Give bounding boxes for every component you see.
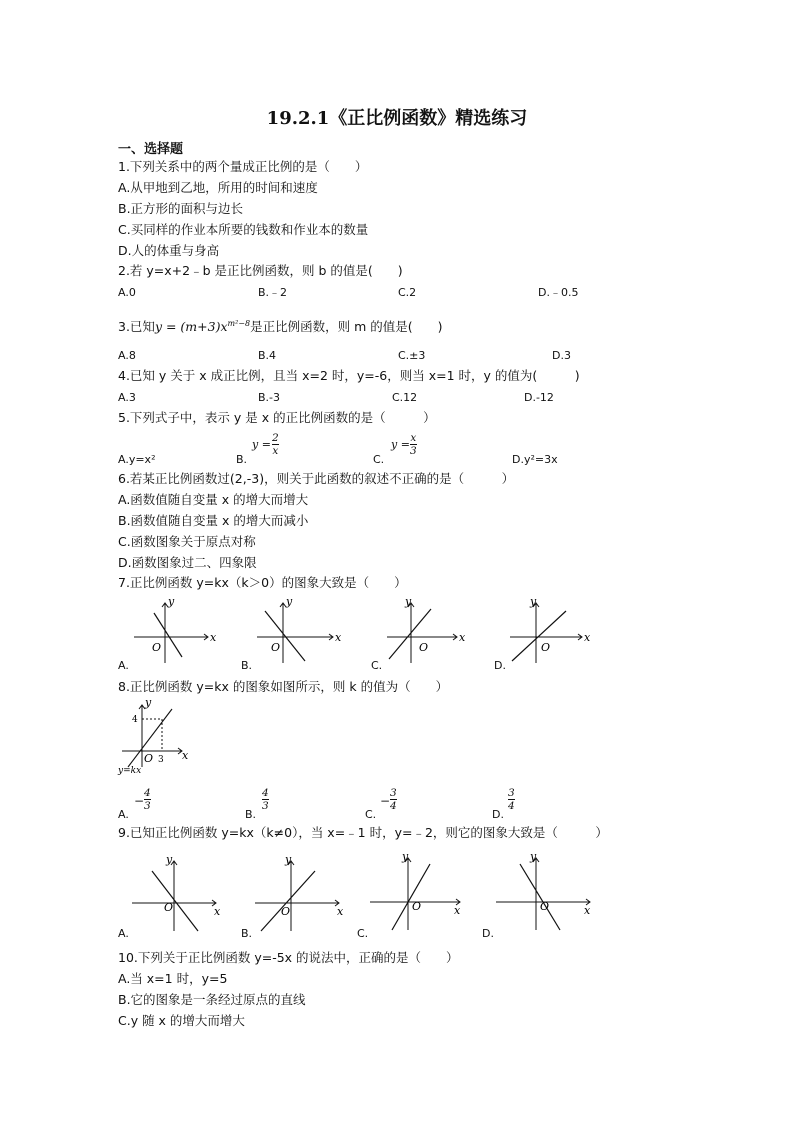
q3-option-d: D.3 xyxy=(552,349,571,362)
q8-a-fraction xyxy=(144,787,151,812)
q5-c-num: x xyxy=(410,432,417,444)
q6-option-c: C.函数图象关于原点对称 xyxy=(118,534,256,549)
y-axis-label: y xyxy=(166,853,173,866)
q8-tick-y: 4 xyxy=(132,715,138,725)
q8-a-sign: − xyxy=(134,794,145,808)
q9-graph-b xyxy=(253,853,353,933)
q5-option-d: D.y²=3x xyxy=(512,453,558,466)
q8-option-a: A. xyxy=(118,808,129,821)
q7-option-a: A. xyxy=(118,659,129,672)
y-axis-label: y xyxy=(530,595,537,608)
q8-c-fraction xyxy=(390,787,397,812)
q4-option-a: A.3 xyxy=(118,391,136,404)
q10-option-c: C.y 随 x 的增大而增大 xyxy=(118,1013,245,1028)
q8-c-den: 4 xyxy=(390,800,397,812)
q3-stem xyxy=(118,316,443,335)
q8-b-num: 4 xyxy=(262,787,269,799)
q8-d-fraction xyxy=(508,787,515,812)
q8-d-den: 4 xyxy=(508,800,515,812)
q7-graph-b xyxy=(253,597,343,667)
q3-prefix: 3.已知 xyxy=(118,319,155,335)
origin-label: O xyxy=(144,752,154,765)
q9-option-b: B. xyxy=(241,927,253,940)
q9-option-c: C. xyxy=(357,927,369,940)
q5-option-a: A.y=x² xyxy=(118,453,156,466)
q6-option-d: D.函数图象过二、四象限 xyxy=(118,555,257,570)
q5-b-lhs: y = xyxy=(252,438,271,451)
q4-option-d: D.-12 xyxy=(524,391,554,404)
q5-option-b: B. xyxy=(236,453,248,466)
q1-stem: 1.下列关系中的两个量成正比例的是（ ） xyxy=(118,159,368,174)
x-axis-label: x xyxy=(584,904,591,917)
origin-label: O xyxy=(412,900,422,913)
q9-option-a: A. xyxy=(118,927,129,940)
q5-c-lhs: y = xyxy=(391,438,410,451)
q5-c-fraction xyxy=(410,432,417,457)
q2-option-b: B.﹣2 xyxy=(258,286,288,299)
y-axis-label: y xyxy=(530,850,537,863)
q8-c-num: 3 xyxy=(390,787,397,799)
origin-label: O xyxy=(152,641,162,654)
q1-option-d: D.人的体重与身高 xyxy=(118,243,220,258)
q7-stem: 7.正比例函数 y=kx（k＞0）的图象大致是（ ） xyxy=(118,575,407,590)
q3-option-b: B.4 xyxy=(258,349,277,362)
origin-label: O xyxy=(281,905,291,918)
q6-option-a: A.函数值随自变量 x 的增大而增大 xyxy=(118,492,309,507)
q9-graph-c xyxy=(368,850,468,930)
q8-d-num: 3 xyxy=(508,787,515,799)
q10-stem: 10.下列关于正比例函数 y=-5x 的说法中，正确的是（ ） xyxy=(118,950,459,965)
x-axis-label: x xyxy=(335,631,342,644)
q7-graph-c xyxy=(383,597,473,667)
q8-option-d: D. xyxy=(492,808,504,821)
q4-option-c: C.12 xyxy=(392,391,418,404)
q10-option-a: A.当 x=1 时，y=5 xyxy=(118,971,228,986)
q8-a-den: 3 xyxy=(144,800,151,812)
origin-label: O xyxy=(540,900,550,913)
q1-option-b: B.正方形的面积与边长 xyxy=(118,201,244,216)
q8-tick-x: 3 xyxy=(158,755,164,765)
origin-label: O xyxy=(541,641,551,654)
q7-option-b: B. xyxy=(241,659,253,672)
x-axis-label: x xyxy=(182,749,189,762)
y-axis-label: y xyxy=(286,595,293,608)
q5-b-den: x xyxy=(272,445,279,457)
x-axis-label: x xyxy=(210,631,217,644)
q8-option-b: B. xyxy=(245,808,257,821)
q3-option-a: A.8 xyxy=(118,349,136,362)
q3-formula: y = (m+3)x xyxy=(154,319,228,335)
q9-graph-a xyxy=(130,853,230,933)
q2-option-d: D.﹣0.5 xyxy=(538,286,579,299)
q8-line-label: y=kx xyxy=(118,766,142,776)
page-title: 19.2.1《正比例函数》精选练习 xyxy=(266,108,528,129)
q3-suffix: 是正比例函数，则 m 的值是( ) xyxy=(250,319,443,335)
q5-option-c: C. xyxy=(373,453,385,466)
q9-option-d: D. xyxy=(482,927,494,940)
q7-option-c: C. xyxy=(371,659,383,672)
q4-option-b: B.-3 xyxy=(258,391,281,404)
q10-option-b: B.它的图象是一条经过原点的直线 xyxy=(118,992,306,1007)
q7-graph-d xyxy=(508,597,598,667)
q3-exponent: m²−8 xyxy=(227,319,251,328)
q8-c-sign: − xyxy=(380,794,391,808)
x-axis-label: x xyxy=(459,631,466,644)
x-axis-label: x xyxy=(214,905,221,918)
q8-graph xyxy=(116,697,196,777)
q2-option-c: C.2 xyxy=(398,286,417,299)
q1-option-a: A.从甲地到乙地，所用的时间和速度 xyxy=(118,180,318,195)
q6-option-b: B.函数值随自变量 x 的增大而减小 xyxy=(118,513,309,528)
q8-stem: 8.正比例函数 y=kx 的图象如图所示，则 k 的值为（ ） xyxy=(118,679,449,694)
q6-stem: 6.若某正比例函数过(2,-3)，则关于此函数的叙述不正确的是（ ） xyxy=(118,471,515,486)
q8-a-num: 4 xyxy=(144,787,151,799)
y-axis-label: y xyxy=(405,595,412,608)
q7-option-d: D. xyxy=(494,659,506,672)
q5-stem: 5.下列式子中，表示 y 是 x 的正比例函数的是（ ） xyxy=(118,410,436,425)
q8-b-den: 3 xyxy=(262,800,269,812)
q1-option-c: C.买同样的作业本所要的钱数和作业本的数量 xyxy=(118,222,369,237)
section-heading: 一、选择题 xyxy=(118,142,184,157)
origin-label: O xyxy=(419,641,429,654)
x-axis-label: x xyxy=(337,905,344,918)
origin-label: O xyxy=(164,901,174,914)
q8-option-c: C. xyxy=(365,808,377,821)
y-axis-label: y xyxy=(168,595,175,608)
q5-b-num: 2 xyxy=(272,432,279,444)
q2-stem: 2.若 y=x+2﹣b 是正比例函数，则 b 的值是( ) xyxy=(118,263,403,278)
origin-label: O xyxy=(271,641,281,654)
q5-c-den: 3 xyxy=(410,445,417,457)
q9-graph-d xyxy=(494,850,604,930)
q8-b-fraction xyxy=(262,787,269,812)
q4-stem: 4.已知 y 关于 x 成正比例，且当 x=2 时，y=-6，则当 x=1 时，y 的值为( ) xyxy=(118,368,580,383)
y-axis-label: y xyxy=(145,696,152,709)
y-axis-label: y xyxy=(285,853,292,866)
q2-option-a: A.0 xyxy=(118,286,136,299)
q9-stem: 9.已知正比例函数 y=kx（k≠0），当 x=﹣1 时，y=﹣2，则它的图象大致是（ ） xyxy=(118,825,608,840)
q5-b-fraction xyxy=(272,432,279,457)
q3-option-c: C.±3 xyxy=(398,349,426,362)
q7-graph-a xyxy=(130,597,220,667)
x-axis-label: x xyxy=(584,631,591,644)
y-axis-label: y xyxy=(402,850,409,863)
x-axis-label: x xyxy=(454,904,461,917)
